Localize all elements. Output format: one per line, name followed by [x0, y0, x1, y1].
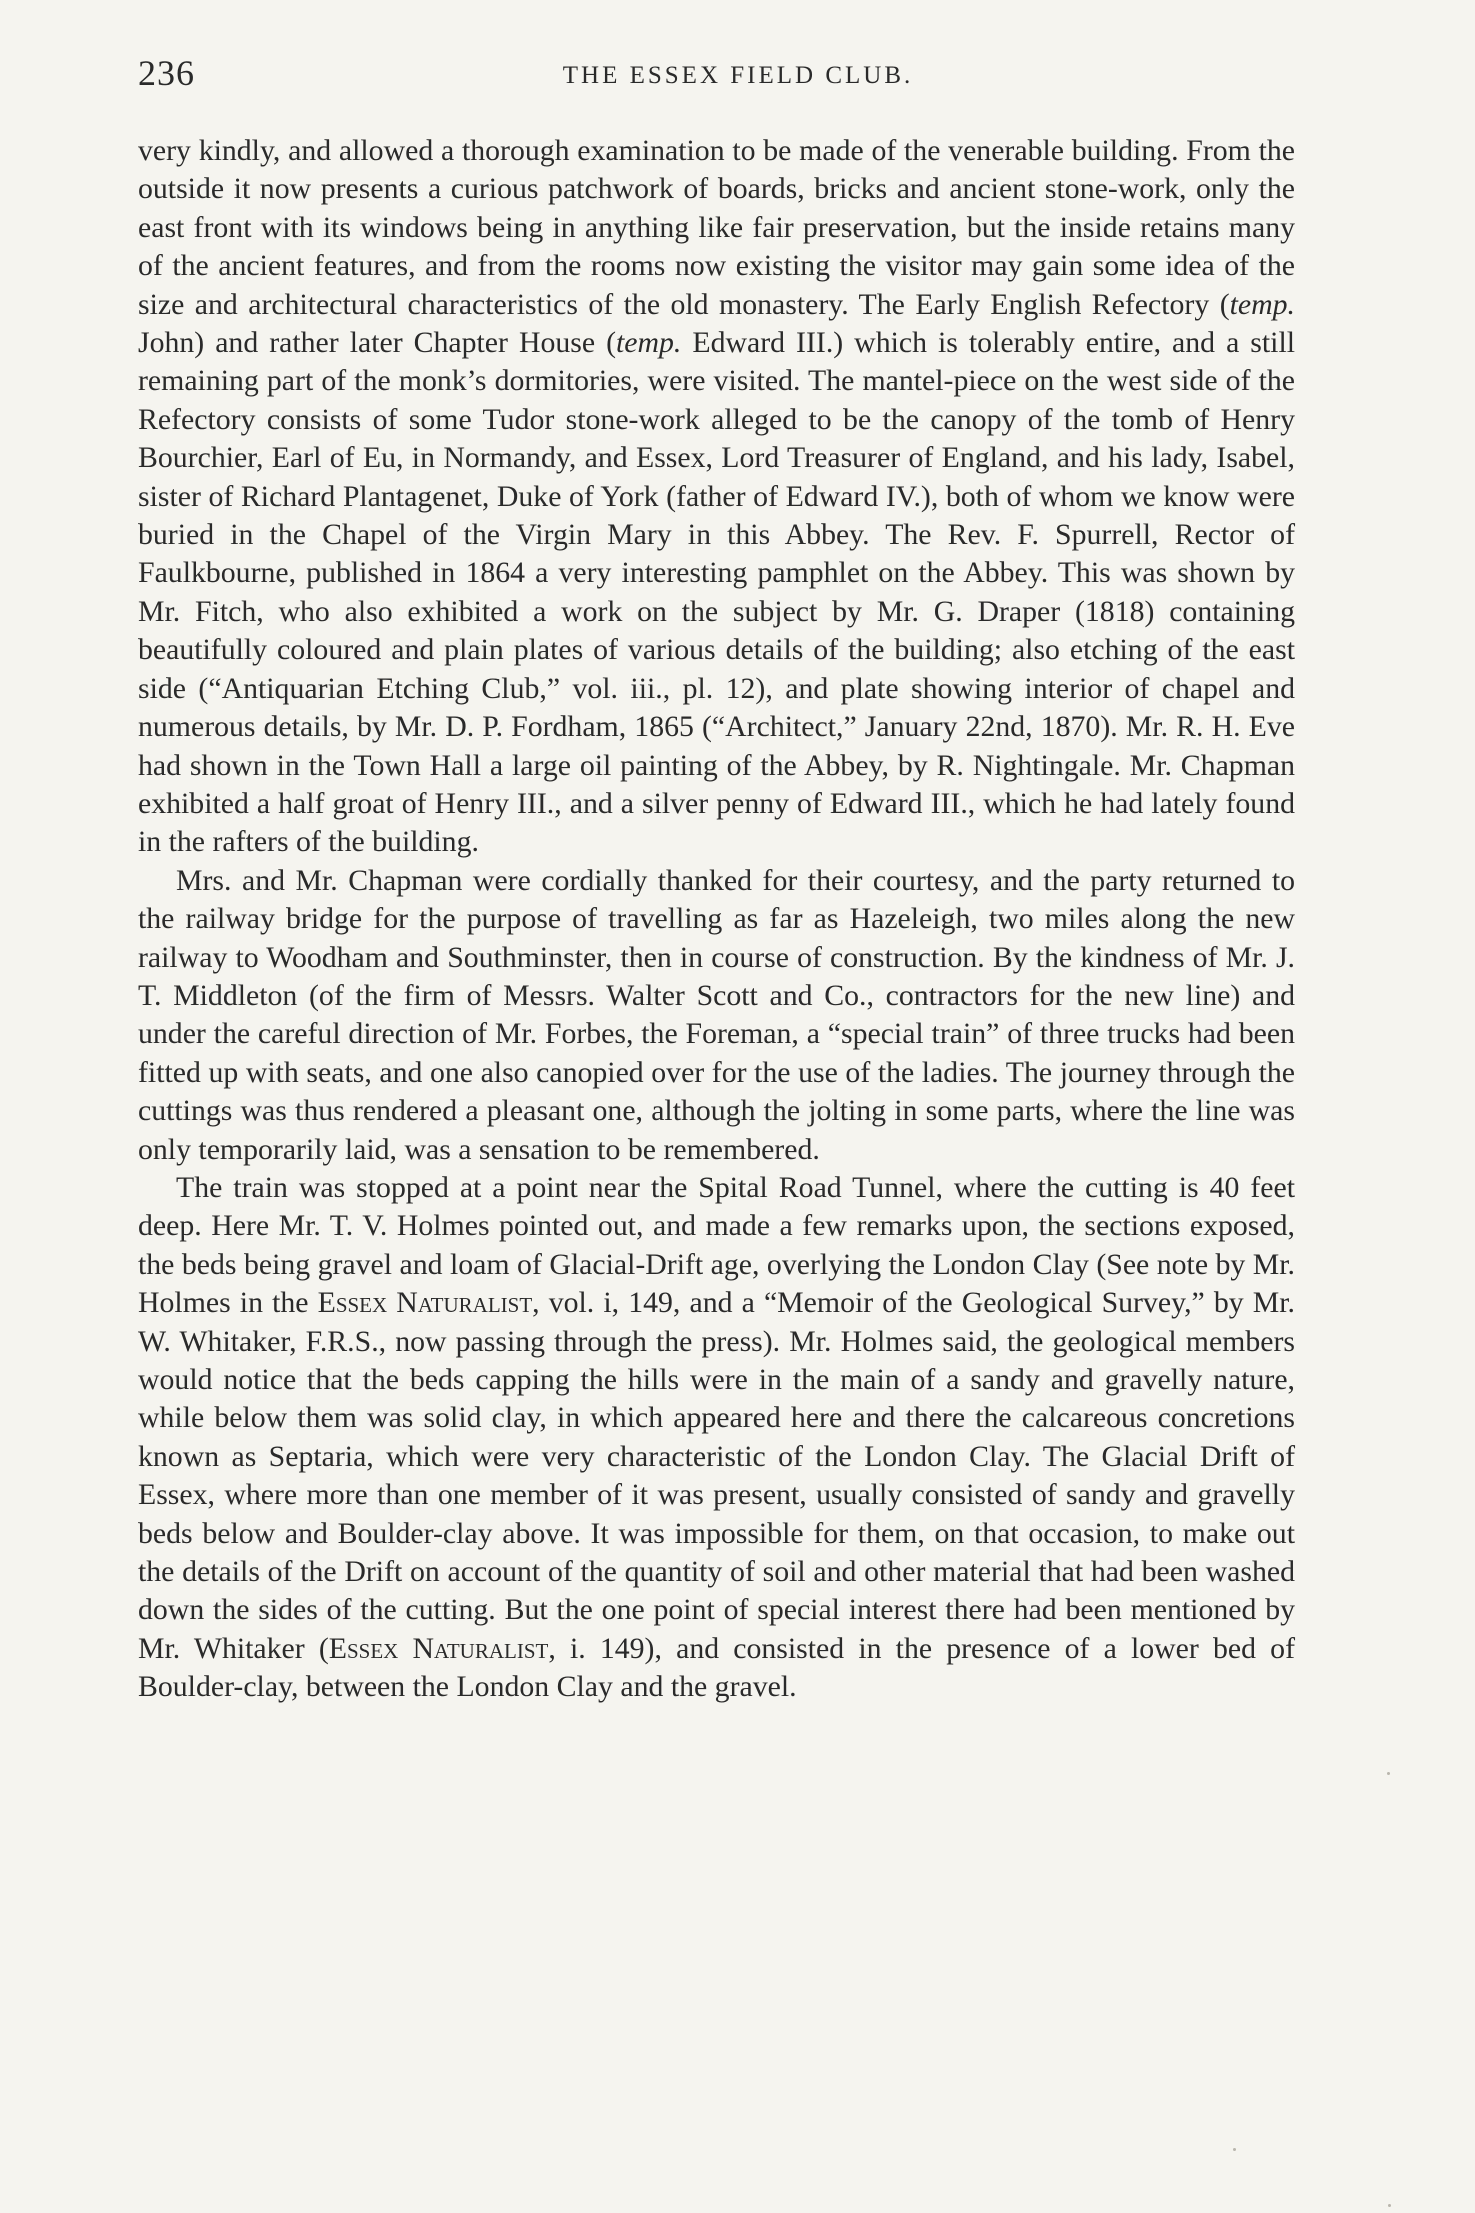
small-caps-text-span: Essex Naturalist: [317, 1286, 533, 1320]
text-span: The train was stopped at a point near the Spital Road Tunnel, where the cutting is 40 feet deep. Here Mr. T. V. Holmes pointed out, and made a few remarks upon, the sections exposed, the beds being gravel and loam of Glacial-Drift age, overlying the London Clay (See note by Mr. Holmes in the: [138, 1170, 1295, 1320]
body-text: [138, 132, 1295, 1707]
paragraph-spital-road-cutting: [138, 1169, 1295, 1707]
italic-text-span: temp.: [616, 326, 682, 360]
text-span: Mrs. and Mr. Chapman were cordially thanked for their courtesy, and the party returned to the railway bridge for the purpose of travelling as far as Hazeleigh, two miles along the new railway to Woodham and Southminster, then in course of construction. By the kindness of Mr. J. T. Middleton (of the firm of Messrs. Walter Scott and Co., contractors for the new line) and under the careful direction of Mr. Forbes, the Foreman, a “special train” of three trucks had been fitted up with seats, and one also canopied over for the use of the ladies. The journey through the cuttings was thus rendered a pleasant one, although the jolting in some parts, where the line was only temporarily laid, was a sensation to be remembered.: [138, 863, 1295, 1166]
paper-speck: [1233, 2148, 1236, 2151]
italic-text-span: temp.: [1229, 287, 1295, 321]
running-head: [138, 52, 1298, 100]
text-span: John) and rather later Chapter House (: [138, 326, 617, 360]
text-span: very kindly, and allowed a thorough examination to be made of the venerable building. From the outside it now presents a curious patchwork of boards, bricks and ancient stone-work, only the east front with its windows being in anything like fair preservation, but the inside retains many of the ancient features, and from the rooms now existing the visitor may gain some idea of the size and architectural characteristics of the old monastery. The Early English Refectory (: [138, 134, 1295, 321]
page-number: 236: [138, 53, 195, 93]
small-caps-text-span: Essex Naturalist: [328, 1631, 549, 1665]
paper-speck: [1387, 1772, 1390, 1775]
paper-speck: [1388, 2204, 1391, 2207]
running-title: THE ESSEX FIELD CLUB.: [562, 62, 914, 89]
paragraph-abbey-visit: [138, 132, 1295, 862]
text-span: , i. 149), and consisted in the presence of a lower bed of Boulder-clay, between the London Clay and the gravel.: [138, 1631, 1295, 1704]
paragraph-railway-journey: [138, 862, 1295, 1169]
text-span: Edward III.) which is tolerably entire, and a still remaining part of the monk’s dormitories, were visited. The mantel-piece on the west side of the Refectory consists of some Tudor stone-work alleged to be the canopy of the tomb of Henry Bourchier, Earl of Eu, in Normandy, and Essex, Lord Treasurer of England, and his lady, Isabel, sister of Richard Plantagenet, Duke of York (father of Edward IV.), both of whom we know were buried in the Chapel of the Virgin Mary in this Abbey. The Rev. F. Spurrell, Rector of Faulkbourne, published in 1864 a very interesting pamphlet on the Abbey. This was shown by Mr. Fitch, who also exhibited a work on the subject by Mr. G. Draper (1818) containing beautifully coloured and plain plates of various details of the building; also etching of the east side (“Antiquarian Etching Club,” vol. iii., pl. 12), and plate showing interior of chapel and numerous details, by Mr. D. P. Fordham, 1865 (“Architect,” January 22nd, 1870). Mr. R. H. Eve had shown in the Town Hall a large oil painting of the Abbey, by R. Nightingale. Mr. Chapman exhibited a half groat of Henry III., and a silver penny of Edward III., which he had lately found in the rafters of the building.: [138, 326, 1296, 859]
text-span: , vol. i, 149, and a “Memoir of the Geological Survey,” by Mr. W. Whitaker, F.R.S., now passing through the press). Mr. Holmes said, the geological members would notice that the beds capping the hills were in the main of a sandy and gravelly nature, while below them was solid clay, in which appeared here and there the calcareous concretions known as Septaria, which were very characteristic of the London Clay. The Glacial Drift of Essex, where more than one member of it was present, usually consisted of sandy and gravelly beds below and Boulder-clay above. It was impossible for them, on that occasion, to make out the details of the Drift on account of the quantity of soil and other material that had been washed down the sides of the cutting. But the one point of special interest there had been mentioned by Mr. Whitaker (: [138, 1286, 1295, 1665]
